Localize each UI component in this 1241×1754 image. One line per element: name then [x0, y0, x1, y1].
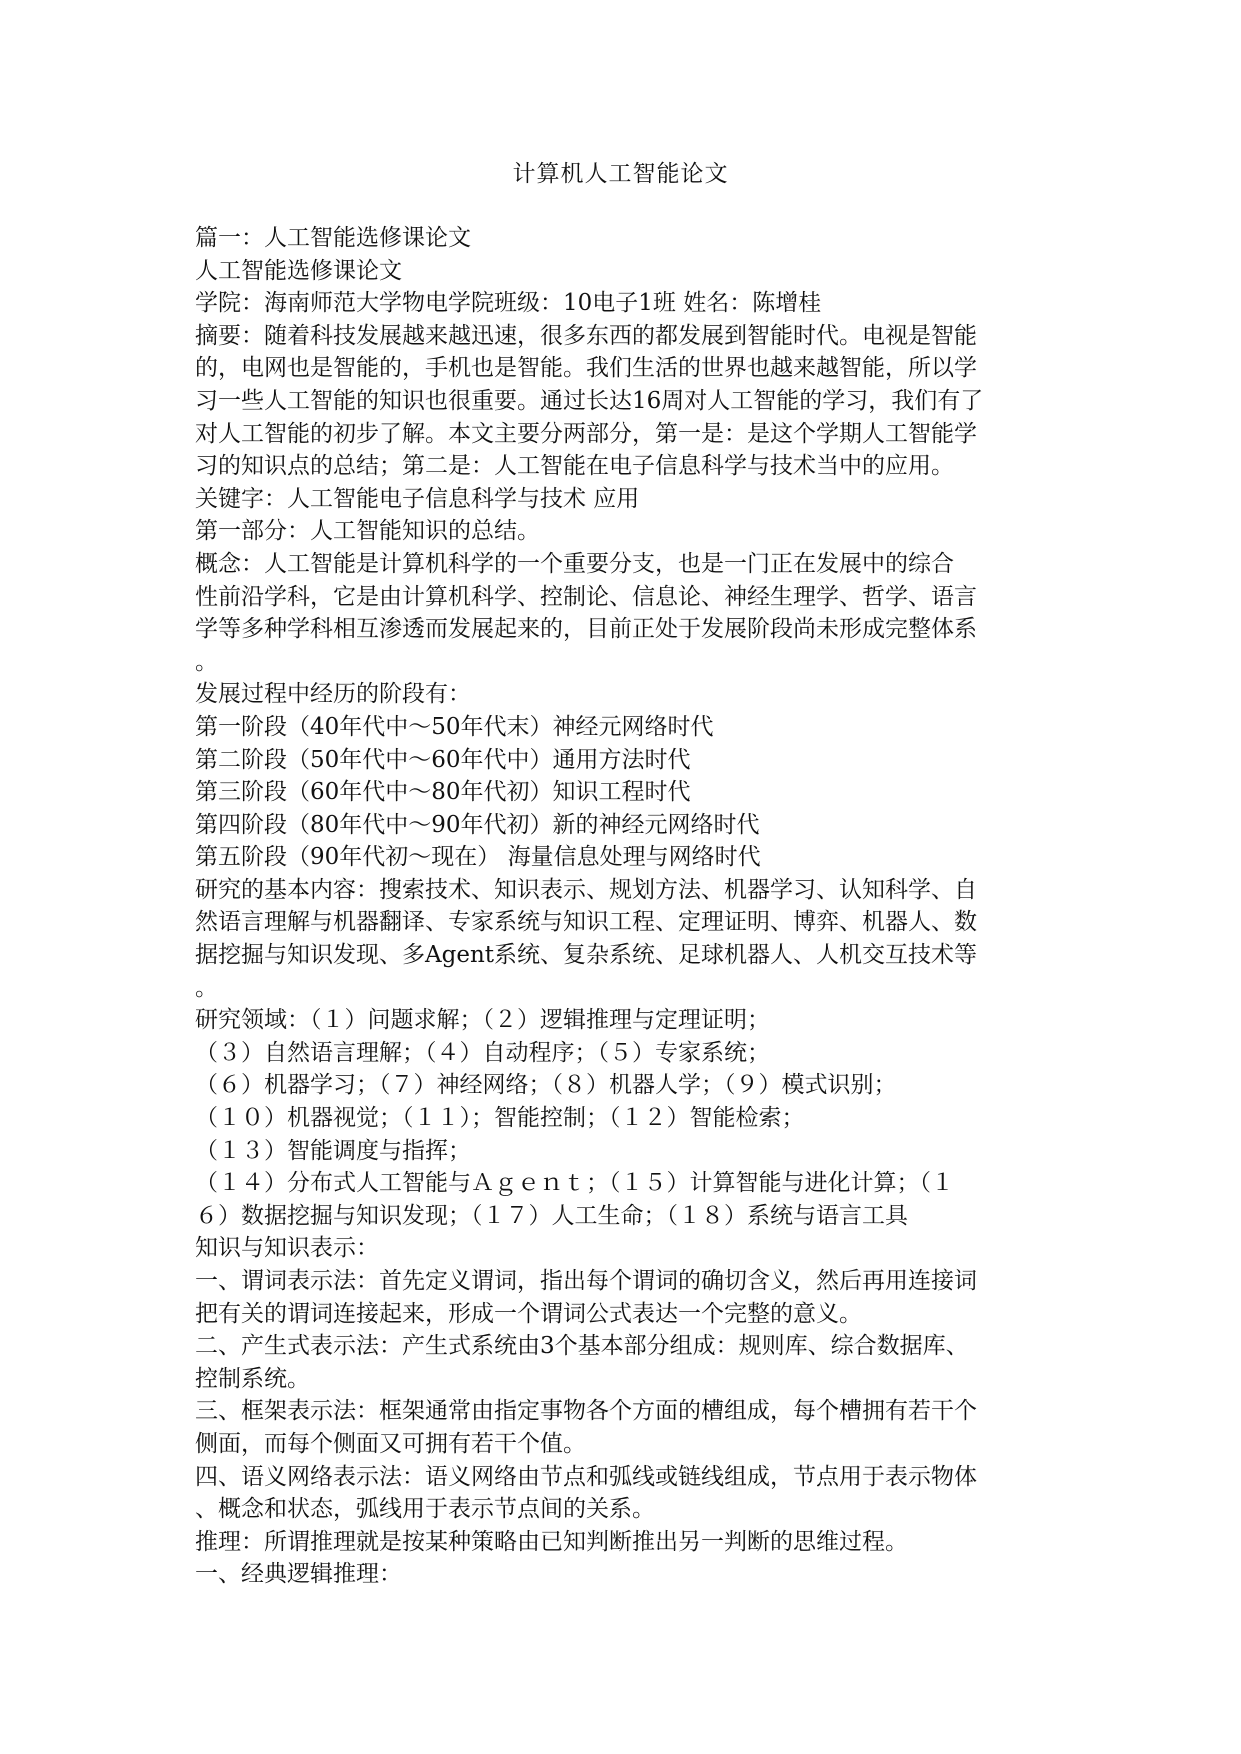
text-line: 然语言理解与机器翻译、专家系统与知识工程、定理证明、博弈、机器人、数 [195, 909, 977, 936]
text-line: 一、经典逻辑推理： [195, 1561, 402, 1588]
text-line: 第二阶段（50年代中～60年代中）通用方法时代 [195, 746, 691, 773]
text-line: 控制系统。 [195, 1365, 310, 1392]
text-line: 。 [195, 648, 218, 675]
document-title: 计算机人工智能论文 [512, 161, 729, 187]
text-line: 知识与知识表示： [195, 1235, 379, 1262]
text-line: 篇一：人工智能选修课论文 [195, 225, 471, 251]
text-line: 习的知识点的总结；第二是：人工智能在电子信息科学与技术当中的应用。 [195, 453, 954, 480]
document-body [195, 222, 1055, 1591]
text-line: （１３）智能调度与指挥； [195, 1137, 471, 1164]
text-line: 第四阶段（80年代中～90年代初）新的神经元网络时代 [195, 811, 760, 838]
text-line: 的，电网也是智能的，手机也是智能。我们生活的世界也越来越智能，所以学 [195, 355, 977, 382]
text-line: 人工智能选修课论文 [195, 257, 402, 284]
text-line: 研究的基本内容：搜索技术、知识表示、规划方法、机器学习、认知科学、自 [195, 876, 977, 903]
text-line: 把有关的谓词连接起来，形成一个谓词公式表达一个完整的意义。 [195, 1300, 862, 1327]
text-line: 第一部分：人工智能知识的总结。 [195, 518, 540, 545]
text-line: 性前沿学科，它是由计算机科学、控制论、信息论、神经生理学、哲学、语言 [195, 583, 977, 610]
text-line: 四、语义网络表示法：语义网络由节点和弧线或链线组成，节点用于表示物体 [195, 1463, 977, 1490]
text-line: 关键字：人工智能电子信息科学与技术 应用 [195, 485, 640, 512]
text-line: 第一阶段（40年代中～50年代末）神经元网络时代 [195, 713, 714, 740]
text-line: （６）机器学习；（７）神经网络；（８）机器人学；（９）模式识别； [195, 1072, 897, 1099]
text-line: 二、产生式表示法：产生式系统由3个基本部分组成：规则库、综合数据库、 [195, 1333, 969, 1360]
text-line: 习一些人工智能的知识也很重要。通过长达16周对人工智能的学习，我们有了 [195, 387, 984, 414]
text-line: 据挖掘与知识发现、多Agent系统、复杂系统、足球机器人、人机交互技术等 [195, 942, 977, 969]
text-line: 第三阶段（60年代中～80年代初）知识工程时代 [195, 779, 691, 806]
text-line: （１４）分布式人工智能与Ａｇｅｎｔ；（１５）计算智能与进化计算；（１ [195, 1170, 954, 1197]
text-line: 学等多种学科相互渗透而发展起来的，目前正处于发展阶段尚未形成完整体系 [195, 616, 977, 643]
text-line: 侧面，而每个侧面又可拥有若干个值。 [195, 1430, 586, 1457]
text-line: （３）自然语言理解；（４）自动程序；（５）专家系统； [195, 1039, 770, 1066]
text-line: （１０）机器视觉；（１１）；智能控制；（１２）智能检索； [195, 1105, 805, 1132]
text-line: 摘要：随着科技发展越来越迅速，很多东西的都发展到智能时代。电视是智能 [195, 322, 977, 349]
text-line: 。 [195, 974, 218, 1001]
text-line: 推理：所谓推理就是按某种策略由已知判断推出另一判断的思维过程。 [195, 1528, 908, 1555]
text-line: 、概念和状态，弧线用于表示节点间的关系。 [195, 1496, 655, 1523]
text-line: 学院：海南师范大学物电学院班级：10电子1班 姓名：陈增桂 [195, 290, 822, 317]
text-line: ６）数据挖掘与知识发现；（１７）人工生命；（１８）系统与语言工具 [195, 1202, 908, 1229]
text-line: 发展过程中经历的阶段有： [195, 681, 471, 708]
text-line: 第五阶段（90年代初～现在） 海量信息处理与网络时代 [195, 844, 761, 871]
text-line: 概念：人工智能是计算机科学的一个重要分支，也是一门正在发展中的综合 [195, 550, 954, 577]
text-line: 一、谓词表示法：首先定义谓词，指出每个谓词的确切含义，然后再用连接词 [195, 1268, 977, 1294]
text-line: 三、框架表示法：框架通常由指定事物各个方面的槽组成，每个槽拥有若干个 [195, 1398, 977, 1425]
text-line: 研究领域：（１）问题求解；（２）逻辑推理与定理证明； [195, 1007, 770, 1034]
text-line: 对人工智能的初步了解。本文主要分两部分，第一是：是这个学期人工智能学 [195, 420, 977, 447]
